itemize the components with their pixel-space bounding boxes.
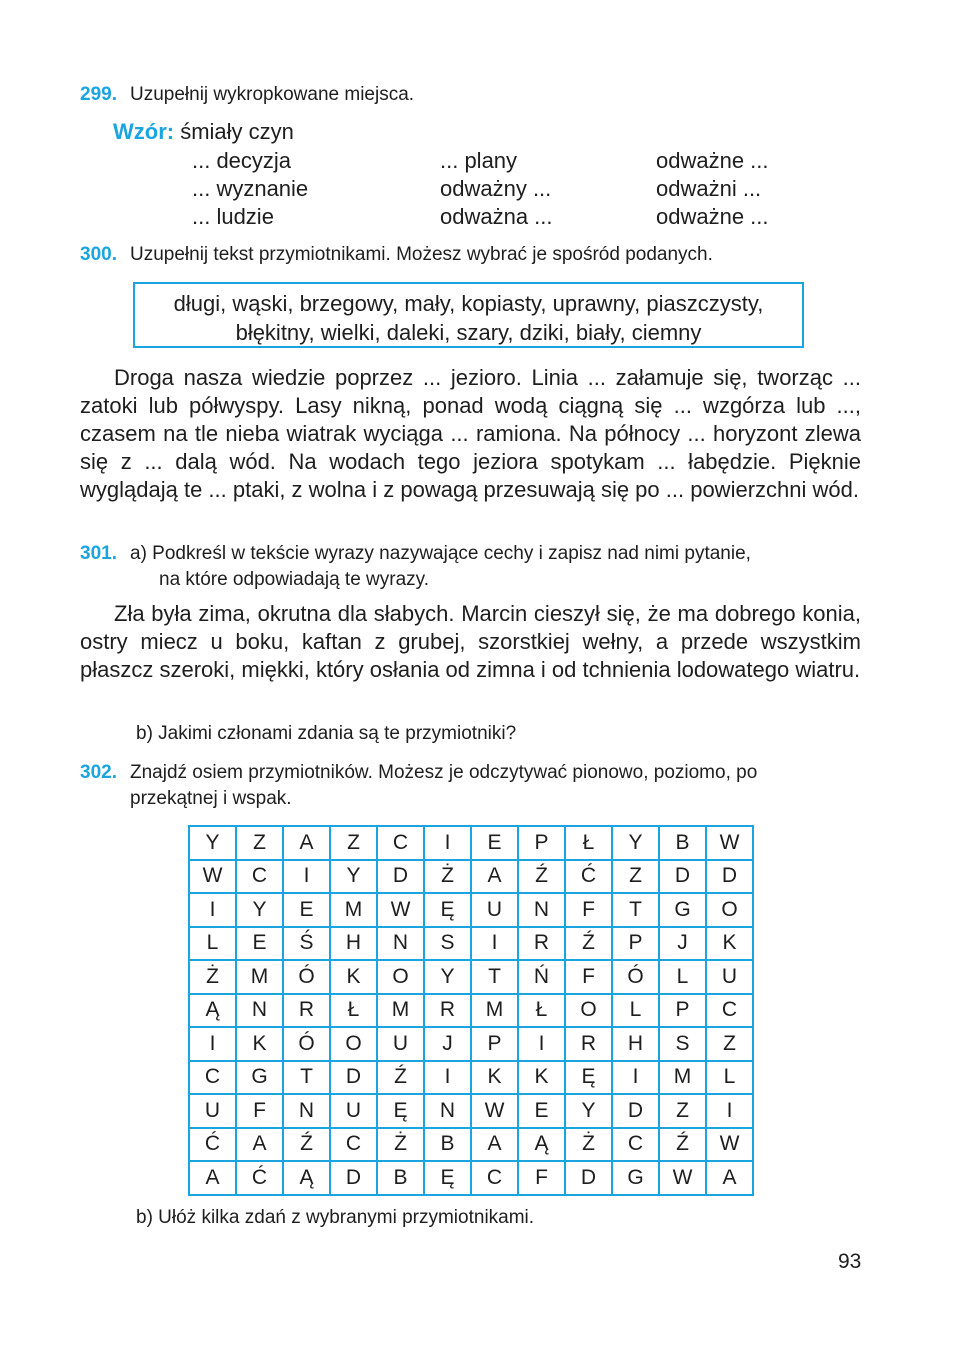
grid-cell[interactable]: P [518, 826, 565, 860]
grid-cell[interactable]: Y [236, 893, 283, 927]
grid-cell[interactable]: G [659, 893, 706, 927]
grid-cell[interactable]: Y [189, 826, 236, 860]
grid-cell[interactable]: I [706, 1094, 753, 1128]
grid-cell[interactable]: W [189, 860, 236, 894]
grid-cell[interactable]: Z [659, 1094, 706, 1128]
grid-cell[interactable]: K [518, 1061, 565, 1095]
grid-cell[interactable]: C [330, 1128, 377, 1162]
exercise-instruction: Znajdź osiem przymiotników. Możesz je odczytywać pionowo, poziomo, po [130, 762, 758, 783]
exercise-300-header [80, 242, 713, 268]
grid-cell[interactable]: Y [612, 826, 659, 860]
grid-cell[interactable]: Ą [283, 1161, 330, 1195]
grid-cell[interactable]: M [236, 960, 283, 994]
grid-cell[interactable]: C [706, 994, 753, 1028]
grid-cell[interactable]: Ź [565, 927, 612, 961]
grid-cell[interactable]: W [706, 1128, 753, 1162]
grid-cell[interactable]: C [236, 860, 283, 894]
grid-cell[interactable]: W [471, 1094, 518, 1128]
phrase-row [192, 148, 812, 176]
grid-cell[interactable]: N [424, 1094, 471, 1128]
grid-cell[interactable]: P [471, 1027, 518, 1061]
word-box-line: długi, wąski, brzegowy, mały, kopiasty, uprawny, piaszczysty, [173, 291, 764, 316]
exercise-301-text: Zła była zima, okrutna dla słabych. Marcin cieszył się, że ma dobrego konia, ostry miecz u boku, kaftan z grubej, szorstkiej wełny, a przede wszystkim płaszcz szeroki, miękki, który osłania od zimna i od tchnienia lodowatego wiatru. [80, 601, 861, 682]
grid-cell[interactable]: A [471, 1128, 518, 1162]
grid-cell[interactable]: L [706, 1061, 753, 1095]
grid-cell[interactable]: R [424, 994, 471, 1028]
grid-cell[interactable]: E [283, 893, 330, 927]
grid-cell[interactable]: I [518, 1027, 565, 1061]
grid-cell[interactable]: H [612, 1027, 659, 1061]
grid-cell[interactable]: N [283, 1094, 330, 1128]
grid-row [189, 1061, 753, 1095]
grid-row [189, 1094, 753, 1128]
grid-cell[interactable]: I [283, 860, 330, 894]
grid-cell[interactable]: I [471, 927, 518, 961]
grid-cell[interactable]: M [377, 994, 424, 1028]
exercise-number: 300. [80, 244, 117, 265]
example-pattern [113, 119, 294, 145]
exercise-number: 299. [80, 84, 117, 105]
grid-cell[interactable]: Ę [424, 893, 471, 927]
exercise-instruction: Uzupełnij tekst przymiotnikami. Możesz wybrać je spośród podanych. [130, 244, 713, 265]
adjective-word-box [133, 282, 804, 348]
grid-cell[interactable]: U [330, 1094, 377, 1128]
page-number: 93 [838, 1250, 862, 1273]
phrase-row [192, 204, 812, 232]
grid-cell[interactable]: E [236, 927, 283, 961]
grid-cell[interactable]: D [377, 860, 424, 894]
grid-cell[interactable]: L [659, 960, 706, 994]
grid-cell[interactable]: Ł [565, 826, 612, 860]
grid-cell[interactable]: J [659, 927, 706, 961]
example-label: Wzór: [113, 119, 175, 144]
grid-cell[interactable]: B [377, 1161, 424, 1195]
grid-cell[interactable]: Ź [518, 860, 565, 894]
fill-in-phrases [192, 148, 812, 232]
grid-cell[interactable]: K [471, 1061, 518, 1095]
grid-cell[interactable]: Ś [283, 927, 330, 961]
grid-cell[interactable]: M [659, 1061, 706, 1095]
grid-cell[interactable]: K [330, 960, 377, 994]
phrase: odważne ... [656, 204, 769, 229]
grid-cell[interactable]: K [706, 927, 753, 961]
example-text: śmiały czyn [180, 119, 294, 144]
grid-cell[interactable]: N [377, 927, 424, 961]
grid-cell[interactable]: L [612, 994, 659, 1028]
grid-cell[interactable]: P [659, 994, 706, 1028]
word-box-line: błękitny, wielki, daleki, szary, dziki, biały, ciemny [235, 320, 702, 345]
grid-cell[interactable]: B [659, 826, 706, 860]
grid-cell[interactable]: Z [612, 860, 659, 894]
exercise-instruction: Uzupełnij wykropkowane miejsca. [130, 84, 415, 105]
grid-cell[interactable]: C [612, 1128, 659, 1162]
phrase: odważna ... [440, 204, 553, 229]
grid-cell[interactable]: F [565, 893, 612, 927]
grid-cell[interactable]: F [236, 1094, 283, 1128]
grid-cell[interactable]: J [424, 1027, 471, 1061]
grid-row [189, 893, 753, 927]
grid-cell[interactable]: G [236, 1061, 283, 1095]
exercise-number: 302. [80, 762, 117, 783]
grid-cell[interactable]: Ź [283, 1128, 330, 1162]
grid-row [189, 994, 753, 1028]
exercise-number: 301. [80, 543, 117, 564]
grid-cell[interactable]: I [424, 826, 471, 860]
exercise-instruction-cont: przekątnej i wspak. [130, 788, 292, 809]
grid-cell[interactable]: Y [330, 860, 377, 894]
grid-cell[interactable]: O [565, 994, 612, 1028]
grid-cell[interactable]: Ą [189, 994, 236, 1028]
grid-row [189, 860, 753, 894]
grid-cell[interactable]: Ę [424, 1161, 471, 1195]
grid-row [189, 1128, 753, 1162]
grid-cell[interactable]: E [518, 1094, 565, 1128]
grid-cell[interactable]: I [189, 1027, 236, 1061]
grid-cell[interactable]: Ę [377, 1094, 424, 1128]
grid-cell[interactable]: R [283, 994, 330, 1028]
grid-cell[interactable]: T [612, 893, 659, 927]
grid-cell[interactable]: A [706, 1161, 753, 1195]
grid-cell[interactable]: Ł [518, 994, 565, 1028]
grid-cell[interactable]: U [706, 960, 753, 994]
grid-cell[interactable]: U [377, 1027, 424, 1061]
grid-cell[interactable]: Ż [565, 1128, 612, 1162]
grid-cell[interactable]: S [659, 1027, 706, 1061]
grid-cell[interactable]: O [330, 1027, 377, 1061]
grid-cell[interactable]: Ż [377, 1128, 424, 1162]
grid-cell[interactable]: T [471, 960, 518, 994]
grid-cell[interactable]: D [659, 860, 706, 894]
grid-cell[interactable]: I [189, 893, 236, 927]
word-search-grid [188, 825, 754, 1196]
grid-cell[interactable]: Y [424, 960, 471, 994]
grid-cell[interactable]: Z [706, 1027, 753, 1061]
grid-cell[interactable]: T [283, 1061, 330, 1095]
grid-cell[interactable]: R [565, 1027, 612, 1061]
grid-cell[interactable]: N [518, 893, 565, 927]
grid-cell[interactable]: D [565, 1161, 612, 1195]
grid-cell[interactable]: Ó [283, 960, 330, 994]
phrase: odważny ... [440, 176, 552, 201]
phrase: odważni ... [656, 176, 762, 201]
grid-cell[interactable]: Ą [518, 1128, 565, 1162]
grid-cell[interactable]: M [330, 893, 377, 927]
grid-cell[interactable]: K [236, 1027, 283, 1061]
grid-cell[interactable]: Ć [189, 1128, 236, 1162]
grid-cell[interactable]: Ć [565, 860, 612, 894]
grid-row [189, 927, 753, 961]
grid-cell[interactable]: D [330, 1061, 377, 1095]
grid-cell[interactable]: Ć [236, 1161, 283, 1195]
grid-cell[interactable]: A [236, 1128, 283, 1162]
grid-cell[interactable]: Ó [283, 1027, 330, 1061]
grid-cell[interactable]: Ę [565, 1061, 612, 1095]
grid-cell[interactable]: Ł [330, 994, 377, 1028]
grid-cell[interactable]: B [424, 1128, 471, 1162]
grid-cell[interactable]: W [659, 1161, 706, 1195]
grid-cell[interactable]: H [330, 927, 377, 961]
grid-cell[interactable]: R [518, 927, 565, 961]
exercise-instruction-a: a) Podkreśl w tekście wyrazy nazywające cechy i zapisz nad nimi pytanie, [130, 543, 751, 564]
grid-cell[interactable]: C [377, 826, 424, 860]
grid-cell[interactable]: W [377, 893, 424, 927]
exercise-instruction-a-cont: na które odpowiadają te wyrazy. [159, 569, 430, 590]
exercise-300-text: Droga nasza wiedzie poprzez ... jezioro. Linia ... załamuje się, tworząc ... zatoki lub półwyspy. Lasy nikną, ponad wodą ciągną się ... wzgórza lub ..., czasem na tle nieba wiatrak wyciąga ... ramiona. Na północy ... horyzont zlewa się z ... dalą wód. Na wodach tego jeziora spotykam ... łabędzie. Pięknie wyglądają te ... ptaki, z wolna i z powagą przesuwają się po ... powierzchni wód. [80, 365, 861, 502]
exercise-299-header [80, 82, 414, 108]
grid-cell[interactable]: A [471, 860, 518, 894]
phrase: ... wyznanie [192, 176, 309, 201]
grid-cell[interactable]: O [377, 960, 424, 994]
grid-cell[interactable]: G [612, 1161, 659, 1195]
grid-cell[interactable]: F [565, 960, 612, 994]
grid-cell[interactable]: N [236, 994, 283, 1028]
grid-cell[interactable]: W [706, 826, 753, 860]
grid-cell[interactable]: Ż [424, 860, 471, 894]
grid-cell[interactable]: Ź [377, 1061, 424, 1095]
phrase-row [192, 176, 812, 204]
grid-cell[interactable]: Z [236, 826, 283, 860]
grid-cell[interactable]: Y [565, 1094, 612, 1128]
grid-cell[interactable]: Ó [612, 960, 659, 994]
grid-cell[interactable]: I [424, 1061, 471, 1095]
grid-row [189, 1027, 753, 1061]
grid-cell[interactable]: D [330, 1161, 377, 1195]
exercise-301-header [80, 541, 751, 593]
grid-cell[interactable]: A [189, 1161, 236, 1195]
phrase: ... plany [440, 148, 518, 173]
grid-cell[interactable]: I [612, 1061, 659, 1095]
exercise-301-instruction-b: b) Jakimi członami zdania są te przymiotniki? [136, 723, 517, 744]
grid-row [189, 960, 753, 994]
grid-cell[interactable]: P [612, 927, 659, 961]
phrase: odważne ... [656, 148, 769, 173]
exercise-302-header [80, 760, 757, 812]
grid-cell[interactable]: Z [330, 826, 377, 860]
grid-cell[interactable]: Ń [518, 960, 565, 994]
grid-cell[interactable]: M [471, 994, 518, 1028]
grid-cell[interactable]: C [471, 1161, 518, 1195]
grid-cell[interactable]: A [283, 826, 330, 860]
grid-cell[interactable]: U [471, 893, 518, 927]
grid-cell[interactable]: C [189, 1061, 236, 1095]
grid-cell[interactable]: L [189, 927, 236, 961]
grid-cell[interactable]: E [471, 826, 518, 860]
grid-cell[interactable]: O [706, 893, 753, 927]
grid-cell[interactable]: F [518, 1161, 565, 1195]
grid-cell[interactable]: D [706, 860, 753, 894]
grid-cell[interactable]: Ź [659, 1128, 706, 1162]
exercise-302-instruction-b: b) Ułóż kilka zdań z wybranymi przymiotnikami. [136, 1207, 535, 1228]
grid-cell[interactable]: D [612, 1094, 659, 1128]
grid-cell[interactable]: Ż [189, 960, 236, 994]
phrase: ... ludzie [192, 204, 274, 229]
phrase: ... decyzja [192, 148, 292, 173]
grid-cell[interactable]: U [189, 1094, 236, 1128]
grid-row [189, 1161, 753, 1195]
grid-row [189, 826, 753, 860]
grid-cell[interactable]: S [424, 927, 471, 961]
